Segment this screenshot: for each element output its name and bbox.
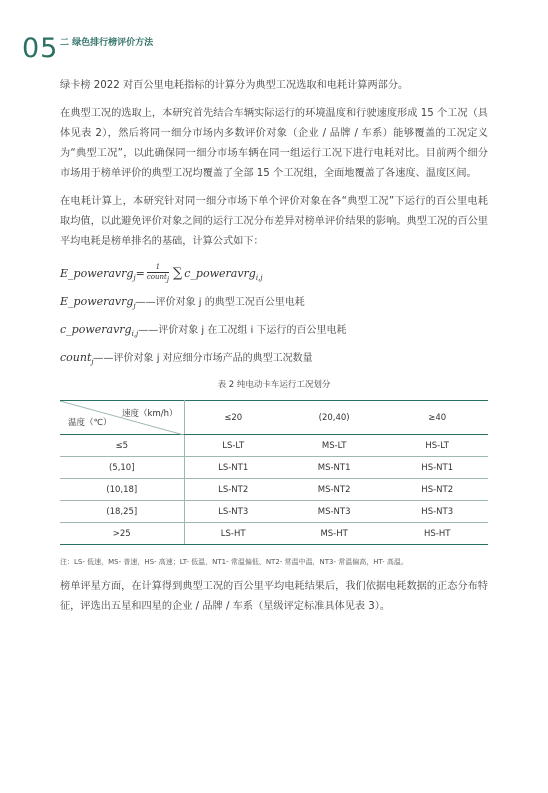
column-header: ≥40 [386, 401, 488, 435]
table-cell: LS-HT [184, 523, 282, 545]
formula-def-desc: ——评价对象 j 对应细分市场产品的典型工况数量 [93, 353, 313, 364]
table-cell: LS-NT3 [184, 501, 282, 523]
table-row [60, 501, 488, 523]
page-header [22, 34, 522, 64]
table-cell: LS-NT2 [184, 479, 282, 501]
table-cell: HS-NT1 [386, 457, 488, 479]
formula-rhs: c_poweravrg [184, 267, 256, 280]
table-row [60, 523, 488, 545]
corner-temperature-label: 温度（℃） [68, 418, 112, 428]
formula-def-var: E_poweravrg [60, 295, 134, 308]
table-row [60, 435, 488, 457]
table-header-row [60, 401, 488, 435]
paragraph-intro: 绿卡榜 2022 对百公里电耗指标的计算分为典型工况选取和电耗计算两部分。 [60, 80, 409, 91]
formula-denominator [147, 273, 169, 284]
table-cell: HS-NT2 [386, 479, 488, 501]
formula-def-var: count [60, 351, 92, 364]
paragraph-star-rating: 榜单评星方面，在计算得到典型工况的百公里平均电耗结果后，我们依据电耗数据的正态分布特征，评选出五星和四星的企业 / 品牌 / 车系（星级评定标准具体见表 3）。 [60, 581, 488, 612]
formula-def-sub: j [91, 358, 94, 367]
table-cell: MS-LT [282, 435, 387, 457]
table-cell: HS-NT3 [386, 501, 488, 523]
formula-denominator-text: count [146, 273, 167, 282]
corner-speed-label: 速度（km/h） [122, 409, 178, 419]
formula-def-desc: ——评价对象 j 的典型工况百公里电耗 [135, 297, 305, 308]
table-cell: MS-NT2 [282, 479, 387, 501]
paragraph-typical-conditions: 在典型工况的选取上，本研究首先结合车辆实际运行的环境温度和行驶速度形成 15 个工况（具体见表 2），然后将同一细分市场内多数评价对象（企业 / 品牌 / 车系）能够覆盖的工况定义为“典型工况”，以此确保同一细分市场车辆在同一组运行工况下进行电耗对比。目前两个细分市场用于榜单评价的典型工况均覆盖了全部 15 个工况组，全面地覆盖了各速度、温度区间。 [60, 108, 488, 179]
row-header: (5,10] [60, 457, 184, 479]
formula-main [60, 260, 488, 288]
table-corner-cell [60, 401, 184, 435]
formula-denominator-sub: j [166, 275, 169, 284]
row-header: (18,25] [60, 501, 184, 523]
formula-def-var: c_poweravrg [60, 323, 132, 336]
main-content [60, 76, 488, 625]
table-caption: 表 2 纯电动卡车运行工况划分 [217, 380, 331, 390]
table-cell: MS-HT [282, 523, 387, 545]
row-header: (10,18] [60, 479, 184, 501]
row-header: >25 [60, 523, 184, 545]
formula-def-sub: i,j [131, 330, 139, 339]
formula-fraction [147, 263, 169, 284]
row-header: ≤5 [60, 435, 184, 457]
formula-def-desc: ——评价对象 j 在工况组 i 下运行的百公里电耗 [138, 325, 347, 336]
table-note: 注：LS- 低速，MS- 普速，HS- 高速；LT- 低温，NT1- 常温偏低，NT2- 常温中温，NT3- 常温偏高，HT- 高温。 [60, 558, 408, 566]
table-row [60, 457, 488, 479]
column-header: ≤20 [184, 401, 282, 435]
table-cell: LS-NT1 [184, 457, 282, 479]
formula-def-c-poweravrg [60, 316, 488, 344]
formula-rhs-sub: i,j [255, 274, 263, 283]
table-row [60, 479, 488, 501]
formula-lhs-sub: j [133, 274, 136, 283]
formula-def-count [60, 344, 488, 372]
table-cell: HS-HT [386, 523, 488, 545]
section-title: 二 绿色排行榜评价方法 [60, 38, 154, 48]
formula-def-e-poweravrg [60, 288, 488, 316]
table-cell: LS-LT [184, 435, 282, 457]
formula-lhs: E_poweravrg [60, 267, 134, 280]
column-header: (20,40) [282, 401, 387, 435]
formula-def-sub: j [133, 302, 136, 311]
operating-conditions-table [60, 400, 488, 545]
paragraph-energy-calculation: 在电耗计算上，本研究针对同一细分市场下单个评价对象在各“典型工况”下运行的百公里电耗取均值，以此避免评价对象之间的运行工况分布差异对榜单评价结果的影响。典型工况的百公里平均电耗是榜单排名的基础，计算公式如下： [60, 196, 488, 247]
formula-sum-symbol: ∑ [172, 266, 183, 281]
chapter-number: 05 [22, 33, 59, 64]
table-cell: MS-NT1 [282, 457, 387, 479]
table-cell: HS-LT [386, 435, 488, 457]
formula-numerator: 1 [147, 263, 169, 273]
table-cell: MS-NT3 [282, 501, 387, 523]
formula-equals: = [135, 267, 145, 280]
